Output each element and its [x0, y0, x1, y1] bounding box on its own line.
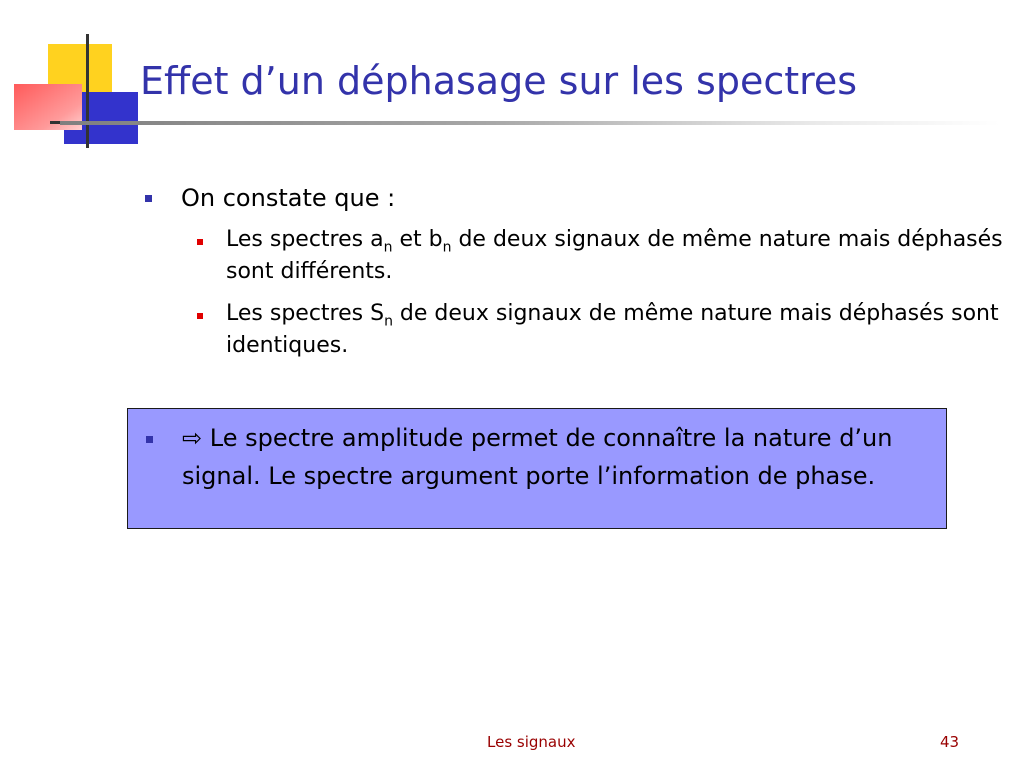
sub-bullet-marker	[197, 313, 203, 319]
main-bullet-text: On constate que :	[181, 184, 396, 212]
callout-bullet-marker	[146, 436, 153, 443]
sub-bullet-item	[226, 224, 1006, 288]
footer-label: Les signaux	[487, 733, 576, 751]
sub-bullet-marker	[197, 239, 203, 245]
sub-bullet-text: de deux signaux de même nature mais déphasés sont différents.	[226, 227, 1003, 284]
subscript: n	[383, 239, 393, 256]
page-number: 43	[940, 733, 960, 751]
slide-title: Effet d’un déphasage sur les spectres	[140, 59, 858, 103]
sub-bullet-item	[226, 298, 1006, 362]
subscript: n	[442, 239, 452, 256]
callout-body: Le spectre amplitude permet de connaître la nature d’un signal. Le spectre argument porte l’information de phase.	[182, 424, 893, 490]
logo-vertical-line	[86, 34, 89, 148]
slide-logo-decoration	[0, 0, 150, 160]
sub-bullet-text: Les spectres S	[226, 301, 385, 326]
subscript: n	[384, 313, 393, 330]
sub-bullet-text: Les spectres a	[226, 227, 384, 252]
main-bullet-marker	[145, 195, 152, 202]
callout-text	[182, 419, 942, 495]
sub-bullet-text: et b	[392, 227, 443, 252]
conclusion-callout-box	[127, 408, 947, 529]
right-arrow-icon: ⇨	[182, 424, 203, 452]
sub-bullet-text: de deux signaux de même nature mais déphasés sont identiques.	[226, 301, 999, 358]
title-underline	[60, 121, 1000, 125]
